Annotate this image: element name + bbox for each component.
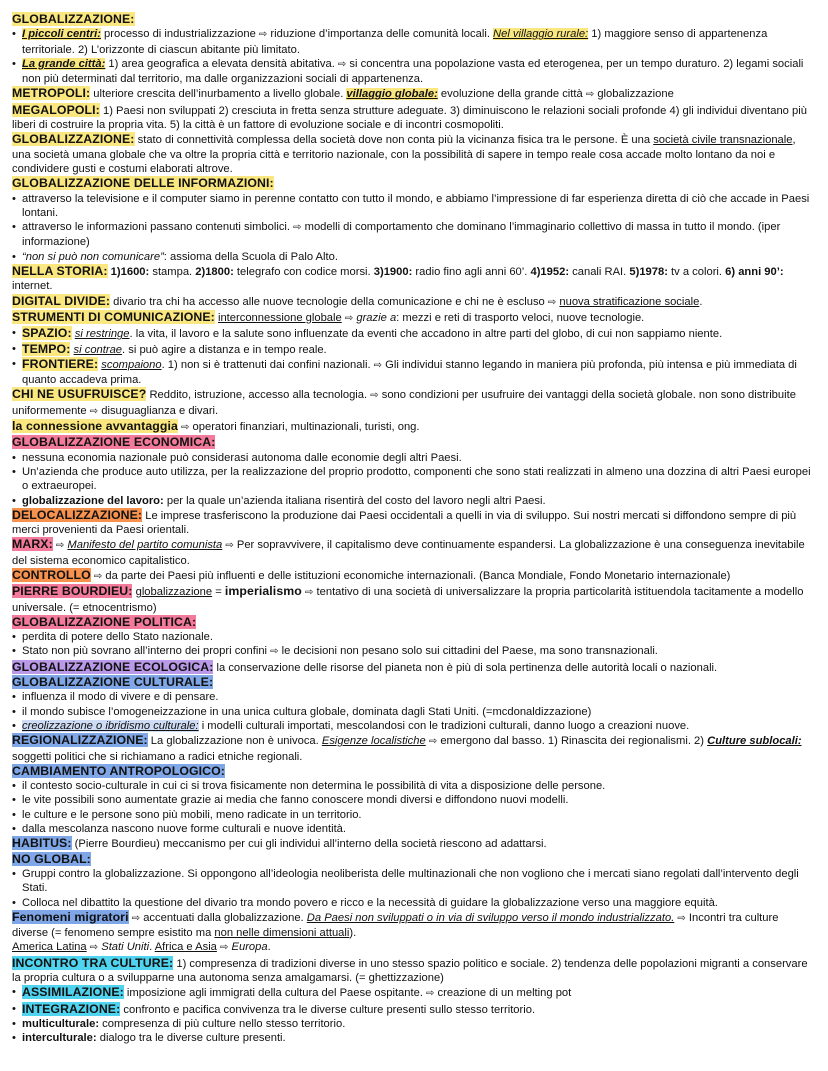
text: le decisioni non pesano solo sui cittadini del Paese, ma sono transnazionali. — [278, 645, 658, 658]
heading-no-global: NO GLOBAL: — [12, 851, 91, 866]
text: Le imprese trasferiscono la produzione dai Paesi occidentali a quelli in via di sviluppo. Sui nostri mercati si diffondono sempre di più merci provenienti da Paesi orientali. — [12, 509, 797, 537]
term-societa-civile: società civile transnazionale — [653, 134, 793, 147]
term-assimilazione: ASSIMILAZIONE: — [22, 985, 124, 1000]
bullet-politica-2 — [12, 644, 816, 659]
paragraph-digital-divide — [12, 294, 816, 310]
bullet-multiculturale — [12, 1017, 816, 1031]
text: Stato non più sovrano all’interno dei propri confini — [22, 645, 271, 658]
heading-digital-divide: DIGITAL DIVIDE: — [12, 293, 111, 308]
bullet-integrazione — [12, 1002, 816, 1017]
term-creolizzazione: creolizzazione o ibridismo culturale: — [22, 719, 199, 732]
text: modelli di comportamento che dominano l’immaginario collettivo di massa in tutto il mondo. (iper informazione) — [22, 221, 781, 249]
arrow-icon: ⇨ — [370, 390, 379, 402]
bullet-piccoli-centri — [12, 27, 816, 57]
text: Europa — [231, 941, 268, 954]
paragraph-rotte-migratorie: America Latina ⇨ Stati Uniti. Africa e Asia ⇨ Europa. — [12, 941, 271, 954]
heading-storia: NELLA STORIA: — [12, 264, 108, 279]
text: attraverso le informazioni passano contenuti simbolici. — [22, 221, 294, 234]
arrow-icon: ⇨ — [305, 587, 314, 599]
bullet-culturale-1: • influenza il modo di vivere e di pensare. — [12, 690, 816, 704]
text: telegrafo con codice morsi. — [233, 266, 374, 279]
text: imposizione agli immigrati della cultura del Paese ospitante. — [123, 987, 427, 1000]
arrow-icon: ⇨ — [547, 296, 557, 308]
text: grazie a — [356, 311, 397, 324]
bullet-economica-3 — [12, 494, 816, 508]
bullet-frontiere — [12, 357, 816, 388]
text: la conservazione delle risorse del pianeta non è più di sola pertinenza delle autorità locali o nazionali. — [213, 661, 718, 674]
text: canali RAI. — [569, 266, 630, 279]
text: Reddito, istruzione, accesso alla tecnologia. — [146, 389, 371, 402]
paragraph-megalopoli — [12, 103, 816, 133]
quote-palo-alto: “non si può non comunicare” — [22, 250, 164, 263]
arrow-icon: ⇨ — [220, 942, 229, 954]
section-no-global — [12, 852, 816, 867]
text: Stati Uniti — [101, 941, 150, 954]
text: Africa e Asia — [154, 941, 217, 954]
heading-controllo: CONTROLLO — [12, 567, 91, 582]
paragraph-metropoli — [12, 86, 816, 102]
text: i modelli culturali importati, mescolandosi con le tradizioni culturali, danno luogo a creazioni nuove. — [198, 719, 690, 732]
text: ulteriore crescita dell’inurbamento a livello globale. — [90, 88, 347, 101]
bullet-no-global-2: • Colloca nel dibattito la questione del divario tra mondo povero e ricco e la necessità di guidare la globalizzazione verso una maggiore equità. — [12, 896, 816, 910]
heading-regionalizzazione: REGIONALIZZAZIONE: — [12, 733, 148, 748]
term-tempo: TEMPO: — [22, 341, 71, 356]
text: sono condizioni per usufruire dei vantaggi della società globale. non sono distribuite uniformemente — [12, 389, 796, 417]
arrow-icon: ⇨ — [89, 405, 99, 417]
text: internet. — [12, 280, 53, 293]
text: da parte dei Paesi più influenti e delle istituzioni economiche internazionali. (Banca Mondiale, Fondo Monetario internazionale) — [102, 569, 731, 582]
term-frontiere: FRONTIERE: — [22, 356, 99, 371]
heading-incontro: INCONTRO TRA CULTURE: — [12, 955, 174, 970]
term-multiculturale: multiculturale: — [22, 1017, 100, 1030]
heading-economica: GLOBALIZZAZIONE ECONOMICA: — [12, 435, 216, 450]
text: Incontri tra culture diverse (= fenomeno sempre esistito ma — [12, 911, 779, 940]
arrow-icon: ⇨ — [225, 540, 234, 552]
term-stratificazione: nuova stratificazione sociale — [559, 295, 700, 308]
date: 4)1952: — [530, 266, 570, 279]
text: emergono dal basso. 1) Rinascita dei regionalismi. 2) — [437, 735, 708, 748]
heading-marx: MARX: — [12, 537, 53, 552]
heading-globalizzazione-def: GLOBALIZZAZIONE: — [12, 132, 135, 147]
term-villaggio-rurale: Nel villaggio rurale: — [493, 28, 589, 41]
text: (Pierre Bourdieu) meccanismo per cui gli individui all’interno della società riescono ad adattarsi. — [71, 838, 547, 851]
date: 2)1800: — [195, 266, 234, 279]
text: : assioma della Scuola di Palo Alto. — [163, 250, 338, 263]
heading-antropologico: CAMBIAMENTO ANTROPOLOGICO: — [12, 763, 226, 778]
arrow-icon: ⇨ — [258, 29, 268, 41]
bullet-economica-1: • nessuna economia nazionale può considerasi autonoma dalle economie degli altri Paesi. — [12, 451, 816, 465]
text: tv a colori. — [667, 266, 726, 279]
heading-metropoli: METROPOLI: — [12, 86, 91, 101]
term-interculturale: interculturale: — [22, 1032, 97, 1045]
text: riduzione d’importanza delle comunità locali. — [267, 28, 494, 41]
text: . 1) non si è trattenuti dai confini nazionali. — [161, 358, 374, 371]
text: 1) compresenza di tradizioni diverse in uno stesso spazio politico e sociale. 2) tendenza delle popolazioni migranti a conservare la propria cultura o a svilupparne una autonoma senza amalgamarsi. (= ghettizzazione) — [12, 957, 808, 984]
text: . si può agire a distanza e in tempo reale. — [122, 343, 327, 356]
text: America Latina — [12, 941, 87, 954]
arrow-icon: ⇨ — [585, 89, 595, 101]
bullet-antropologico-1: • il contesto socio-culturale in cui ci si trova fisicamente non determina le possibilità di vita a disposizione delle persone. — [12, 779, 816, 793]
text: per la quale un’azienda italiana risentirà del costo del lavoro negli altri Paesi. — [163, 494, 546, 507]
paragraph-strumenti — [12, 310, 816, 326]
bullet-antropologico-4: • dalla mescolanza nascono nuove forme culturali e nuove identità. — [12, 822, 816, 836]
arrow-icon: ⇨ — [344, 312, 354, 324]
term-piccoli-centri: I piccoli centri: — [22, 28, 101, 41]
text: 1) area geografica a elevata densità abitativa. — [105, 57, 338, 70]
bullet-economica-2: • Un’azienda che produce auto utilizza, per la realizzazione del proprio prodotto, componenti che sono stati realizzati in almeno una dozzina di altri Paesi europei o extraeuropei. — [12, 465, 816, 494]
date: 5)1978: — [629, 266, 668, 279]
section-culturale — [12, 675, 816, 690]
heading-bourdieu: PIERRE BOURDIEU: — [12, 584, 133, 599]
paragraph-incontro — [12, 956, 816, 986]
section-antropologico — [12, 764, 816, 779]
text: operatori finanziari, multinazionali, turisti, ong. — [189, 421, 420, 434]
heading-habitus: HABITUS: — [12, 836, 72, 851]
bullet-assimilazione — [12, 985, 816, 1001]
text: = — [212, 586, 225, 599]
paragraph-storia — [12, 264, 816, 294]
text: confronto e pacifica convivenza tra le diverse culture presenti sullo stesso territorio. — [120, 1003, 536, 1016]
date: 3)1900: — [373, 266, 413, 279]
text: La globalizzazione non è univoca. — [147, 735, 322, 748]
heading-migratori: Fenomeni migratori — [12, 909, 129, 924]
heading-connessione: la connessione avvantaggia — [12, 419, 178, 434]
bullet-antropologico-2: • le vite possibili sono aumentate grazie ai media che fanno conoscere mondi diversi e diffondono nuovi modelli. — [12, 793, 816, 807]
term-direzione-migrazione: Da Paesi non sviluppati o in via di sviluppo verso il mondo industrializzato. — [306, 911, 675, 924]
text: ). — [349, 927, 357, 940]
paragraph-regionalizzazione — [12, 733, 816, 764]
heading-politica: GLOBALIZZAZIONE POLITICA: — [12, 614, 197, 629]
term-spazio: SPAZIO: — [22, 326, 72, 341]
text: . — [699, 295, 703, 308]
arrow-icon: ⇨ — [337, 58, 347, 70]
text: : mezzi e reti di trasporto veloci, nuove tecnologie. — [396, 311, 645, 324]
bullet-informazioni-2 — [12, 220, 816, 250]
bullet-culturale-3 — [12, 719, 816, 733]
term-manifesto: Manifesto del partito comunista — [67, 539, 223, 552]
bullet-spazio — [12, 326, 816, 341]
term-interconnessione: interconnessione globale — [217, 311, 342, 324]
term-culture-sublocali: Culture sublocali: — [707, 735, 802, 748]
heading-usufruisce: CHI NE USUFRUISCE? — [12, 387, 147, 402]
arrow-icon: ⇨ — [426, 988, 435, 1000]
bullet-informazioni-3 — [12, 250, 816, 264]
text: stampa. — [149, 266, 196, 279]
term-globalizzazione: globalizzazione — [135, 586, 213, 599]
bullet-grande-citta — [12, 57, 816, 87]
arrow-icon: ⇨ — [428, 736, 438, 748]
text: , una società umana globale che va oltre la propria città e territorio nazionale, con la possibilità di sapere in tempo reale cosa accade molto lontano da noi e condividere gusti e costumi elaborati altrove. — [12, 134, 796, 175]
paragraph-marx — [12, 537, 816, 568]
text: 1) maggiore senso di appartenenza territoriale. 2) L’orizzonte di ciascun abitante più limitato. — [22, 28, 768, 56]
arrow-icon: ⇨ — [270, 646, 279, 658]
heading-megalopoli: MEGALOPOLI: — [12, 102, 100, 117]
heading-culturale: GLOBALIZZAZIONE CULTURALE: — [12, 675, 214, 690]
paragraph-delocalizzazione — [12, 508, 816, 538]
text: globalizzazione — [594, 88, 674, 101]
heading-informazioni: GLOBALIZZAZIONE DELLE INFORMAZIONI: — [12, 176, 274, 191]
date: 6) anni 90’: — [725, 266, 784, 279]
text: Per sopravvivere, il capitalismo deve continuamente espandersi. La globalizzazione è una conseguenza inevitabile del sistema economico capitalistico. — [12, 539, 805, 567]
paragraph-controllo — [12, 568, 816, 584]
text: scompaiono — [101, 358, 162, 371]
paragraph-bourdieu — [12, 584, 816, 615]
bullet-antropologico-3: • le culture e le persone sono più mobili, meno radicate in un territorio. — [12, 808, 816, 822]
section-globalizzazione — [12, 12, 816, 27]
text: evoluzione della grande città — [437, 88, 586, 101]
section-politica — [12, 615, 816, 630]
bullet-no-global-1: • Gruppi contro la globalizzazione. Si oppongono all’ideologia neoliberista delle multinazionali che non vogliono che i mercati siano regolati dall’intervento degli Stati. — [12, 867, 816, 896]
arrow-icon: ⇨ — [677, 912, 686, 924]
text: Gli individui stanno legando in maniera più profonda, più intensa e più immediata di quanto accadeva prima. — [22, 358, 797, 387]
heading-globalizzazione: GLOBALIZZAZIONE: — [12, 12, 135, 26]
text: radio fino agli anni 60’. — [412, 266, 531, 279]
text: soggetti politici che si richiamano a radici etniche regionali. — [12, 750, 303, 763]
text: si contrae — [73, 343, 123, 356]
text: 1) Paesi non sviluppati 2) cresciuta in fretta senza strutture adeguate. 3) diminuiscono le relazioni sociali profonde 4) gli individui diventano più liberi di costruire la propria vita. 5) la città è un fattore di evoluzione sociale e di incontri cosmopoliti. — [12, 104, 807, 132]
text: si restringe — [74, 328, 130, 341]
text: accentuati dalla globalizzazione. — [140, 911, 307, 924]
term-esigenze-localistiche: Esigenze localistiche — [321, 735, 426, 748]
section-informazioni — [12, 176, 816, 191]
term-grande-citta: La grande città: — [22, 57, 106, 70]
bullet-tempo — [12, 342, 816, 357]
heading-ecologica: GLOBALIZZAZIONE ECOLOGICA: — [12, 659, 214, 674]
arrow-icon: ⇨ — [55, 540, 65, 552]
arrow-icon: ⇨ — [93, 570, 103, 582]
heading-delocalizzazione: DELOCALIZZAZIONE: — [12, 507, 143, 522]
text: creazione di un melting pot — [434, 987, 572, 1000]
text: stato di connettività complessa della società dove non conta più la vicinanza fisica tra le persone. È una — [134, 134, 654, 147]
text: . la vita, il lavoro e la salute sono influenzate da eventi che accadono in altre parti del globo, di cui non sappiamo niente. — [129, 328, 723, 341]
text: compresenza di più culture nello stesso territorio. — [99, 1017, 346, 1030]
arrow-icon: ⇨ — [131, 912, 141, 924]
bullet-culturale-2: • il mondo subisce l’omogeneizzazione in una unica cultura globale, dominata dagli Stati Uniti. (=mcdonaldizzazione) — [12, 705, 816, 719]
text: dialogo tra le diverse culture presenti. — [96, 1032, 286, 1045]
paragraph-usufruisce — [12, 387, 816, 419]
text: si concentra una popolazione vasta ed eterogenea, per un tempo duraturo. 2) legami sociali non più determinati dal territorio, ma dalle organizzazioni sociali di appartenenza. — [22, 57, 804, 86]
section-economica — [12, 435, 816, 450]
bullet-informazioni-1: • attraverso la televisione e il computer siamo in perenne contatto con tutto il mondo, e abbiamo l’impressione di far esperienza diretta di ciò che accade in Paesi lontani. — [12, 192, 816, 221]
arrow-icon: ⇨ — [181, 422, 190, 434]
text: tentativo di una società di universalizzare la propria particolarità istituendola tacitamente a modello universale. (= etnocentrismo) — [12, 586, 804, 614]
arrow-icon: ⇨ — [373, 359, 383, 371]
bullet-interculturale — [12, 1031, 816, 1045]
paragraph-globalizzazione-definizione — [12, 132, 816, 176]
paragraph-connessione — [12, 419, 816, 435]
text: divario tra chi ha accesso alle nuove tecnologie della comunicazione e chi ne è escluso — [110, 295, 548, 308]
term-imperialismo: imperialismo — [224, 584, 302, 599]
paragraph-migratori — [12, 910, 816, 941]
heading-strumenti: STRUMENTI DI COMUNICAZIONE: — [12, 309, 215, 324]
arrow-icon: ⇨ — [293, 222, 302, 234]
term-dimensioni: non nelle dimensioni attuali — [214, 927, 350, 940]
arrow-icon: ⇨ — [89, 942, 99, 954]
date: 1)1600: — [107, 266, 150, 279]
paragraph-ecologica — [12, 660, 816, 675]
text: disuguaglianza e divari. — [98, 404, 219, 417]
paragraph-habitus — [12, 836, 816, 851]
term-globalizzazione-lavoro: globalizzazione del lavoro: — [22, 494, 164, 507]
text: processo di industrializzazione — [100, 28, 259, 41]
term-integrazione: INTEGRAZIONE: — [22, 1001, 121, 1016]
bullet-politica-1: • perdita di potere dello Stato nazionale. — [12, 630, 816, 644]
term-villaggio-globale: villaggio globale: — [346, 88, 438, 101]
